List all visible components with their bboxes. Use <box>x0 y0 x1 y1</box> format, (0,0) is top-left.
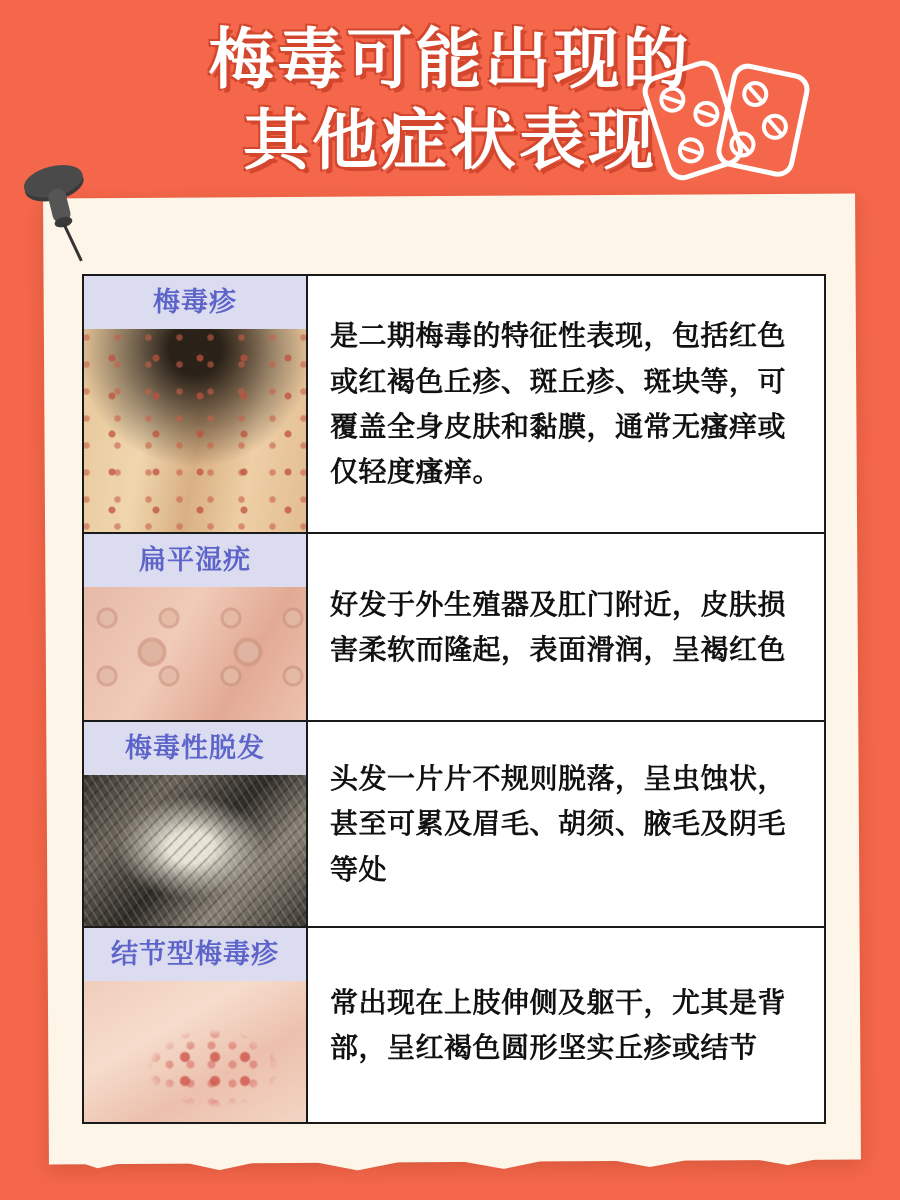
symptom-description: 常出现在上肢伸侧及躯干，尤其是背部，呈红褐色圆形坚实丘疹或结节 <box>330 985 787 1064</box>
row-text-cell <box>308 534 824 720</box>
row-text-cell <box>308 276 824 532</box>
pushpin-icon <box>22 158 102 278</box>
symptom-photo <box>84 329 306 532</box>
pills-blister-icon <box>642 40 822 190</box>
row-media-cell <box>84 276 308 532</box>
row-media-cell <box>84 534 308 720</box>
symptom-description: 好发于外生殖器及肛门附近，皮肤损害柔软而隆起，表面滑润，呈褐红色 <box>330 587 787 666</box>
symptom-label: 结节型梅毒疹 <box>84 928 306 981</box>
row-media-cell <box>84 722 308 926</box>
row-text-cell <box>308 928 824 1122</box>
symptom-description: 头发一片片不规则脱落，呈虫蚀状，甚至可累及眉毛、胡须、腋毛及阴毛等处 <box>330 761 787 886</box>
table-row <box>84 276 824 534</box>
row-text-cell <box>308 722 824 926</box>
symptom-photo <box>84 587 306 720</box>
symptom-table <box>82 274 826 1124</box>
row-media-cell <box>84 928 308 1122</box>
table-row <box>84 534 824 722</box>
symptom-photo <box>84 775 306 926</box>
title-line-1: 梅毒可能出现的 <box>208 21 692 98</box>
symptom-label: 梅毒疹 <box>84 276 306 329</box>
symptom-label: 扁平湿疣 <box>84 534 306 587</box>
symptom-description: 是二期梅毒的特征性表现，包括红色或红褐色丘疹、斑丘疹、斑块等，可覆盖全身皮肤和黏膜，通常无瘙痒或仅轻度瘙痒。 <box>330 319 787 489</box>
table-row <box>84 928 824 1124</box>
symptom-photo <box>84 981 306 1122</box>
table-row <box>84 722 824 928</box>
symptom-label: 梅毒性脱发 <box>84 722 306 775</box>
title-line-2: 其他症状表现 <box>243 101 657 179</box>
